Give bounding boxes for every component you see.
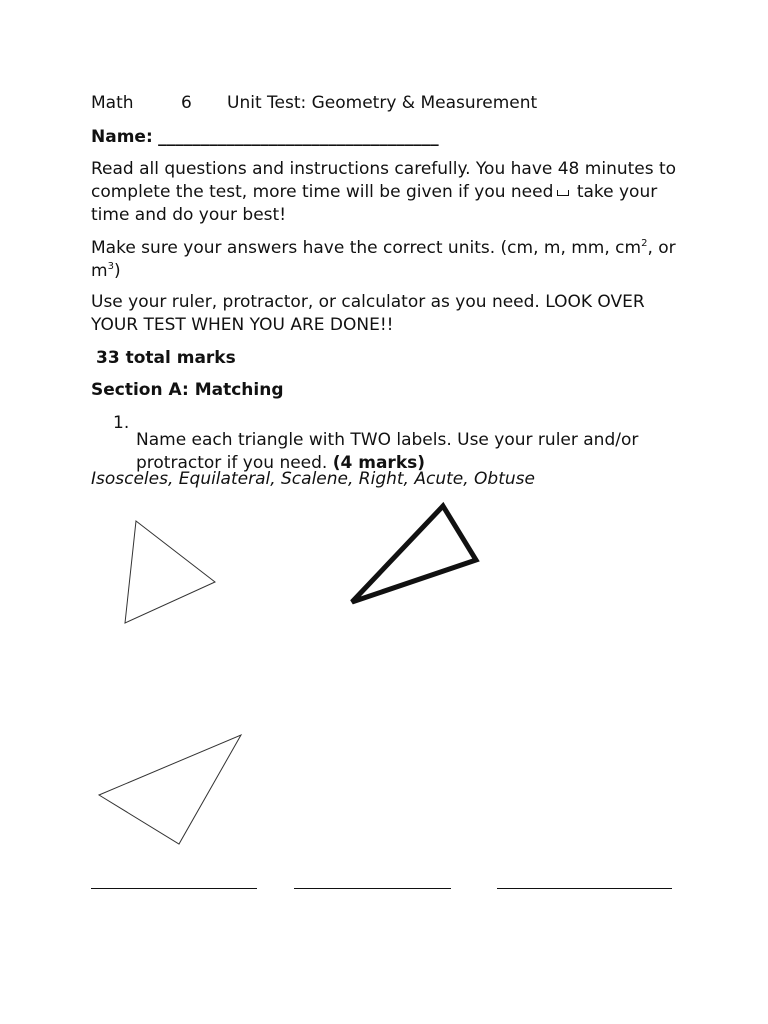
grade-label: 6 (181, 93, 192, 113)
section-a-heading: Section A: Matching (91, 380, 284, 400)
instructions-paragraph-2 (91, 237, 691, 283)
question-body: Name each triangle with TWO labels. Use your ruler and/or protractor if you need. (136, 430, 639, 473)
triangle-2-shape (352, 506, 476, 602)
name-field[interactable] (91, 126, 691, 149)
instructions-paragraph-1 (91, 158, 691, 227)
triangle-1 (118, 515, 222, 629)
units-text-a: Make sure your answers have the correct units. (cm, m, mm, cm (91, 238, 642, 258)
answer-line-1[interactable] (91, 888, 257, 889)
question-1 (91, 412, 691, 473)
name-label: Name: (91, 127, 153, 147)
units-text-b: , or m (91, 238, 676, 281)
question-marks: (4 marks) (332, 453, 426, 473)
answer-line-2[interactable] (294, 888, 451, 889)
instructions-text-1a: Read all questions and instructions carefully. You have 48 minutes to complete the test, more time will be given if you need (91, 159, 677, 202)
triangle-3-shape (99, 735, 241, 844)
units-text-c: ) (113, 261, 121, 281)
instructions-text-1b: take your time and do your best! (91, 182, 658, 225)
triangle-3 (92, 728, 248, 852)
instructions-paragraph-3: Use your ruler, protractor, or calculator as you need. LOOK OVER YOUR TEST WHEN YOU ARE DONE!! (91, 292, 645, 335)
total-marks: 33 total marks (96, 348, 236, 368)
label-options: Isosceles, Equilateral, Scalene, Right, Acute, Obtuse (91, 469, 535, 489)
small-box-glyph (557, 190, 569, 196)
units-sup-2: 2 (641, 238, 648, 249)
subject-label: Math (91, 93, 134, 113)
test-title: Unit Test: Geometry & Measurement (227, 93, 538, 113)
triangle-1-shape (125, 521, 215, 623)
units-sup-3: 3 (107, 261, 114, 272)
name-blank[interactable]: _________________________________ (158, 127, 439, 147)
question-number: 1. (113, 413, 130, 433)
answer-line-3[interactable] (497, 888, 672, 889)
triangle-2 (340, 498, 485, 610)
